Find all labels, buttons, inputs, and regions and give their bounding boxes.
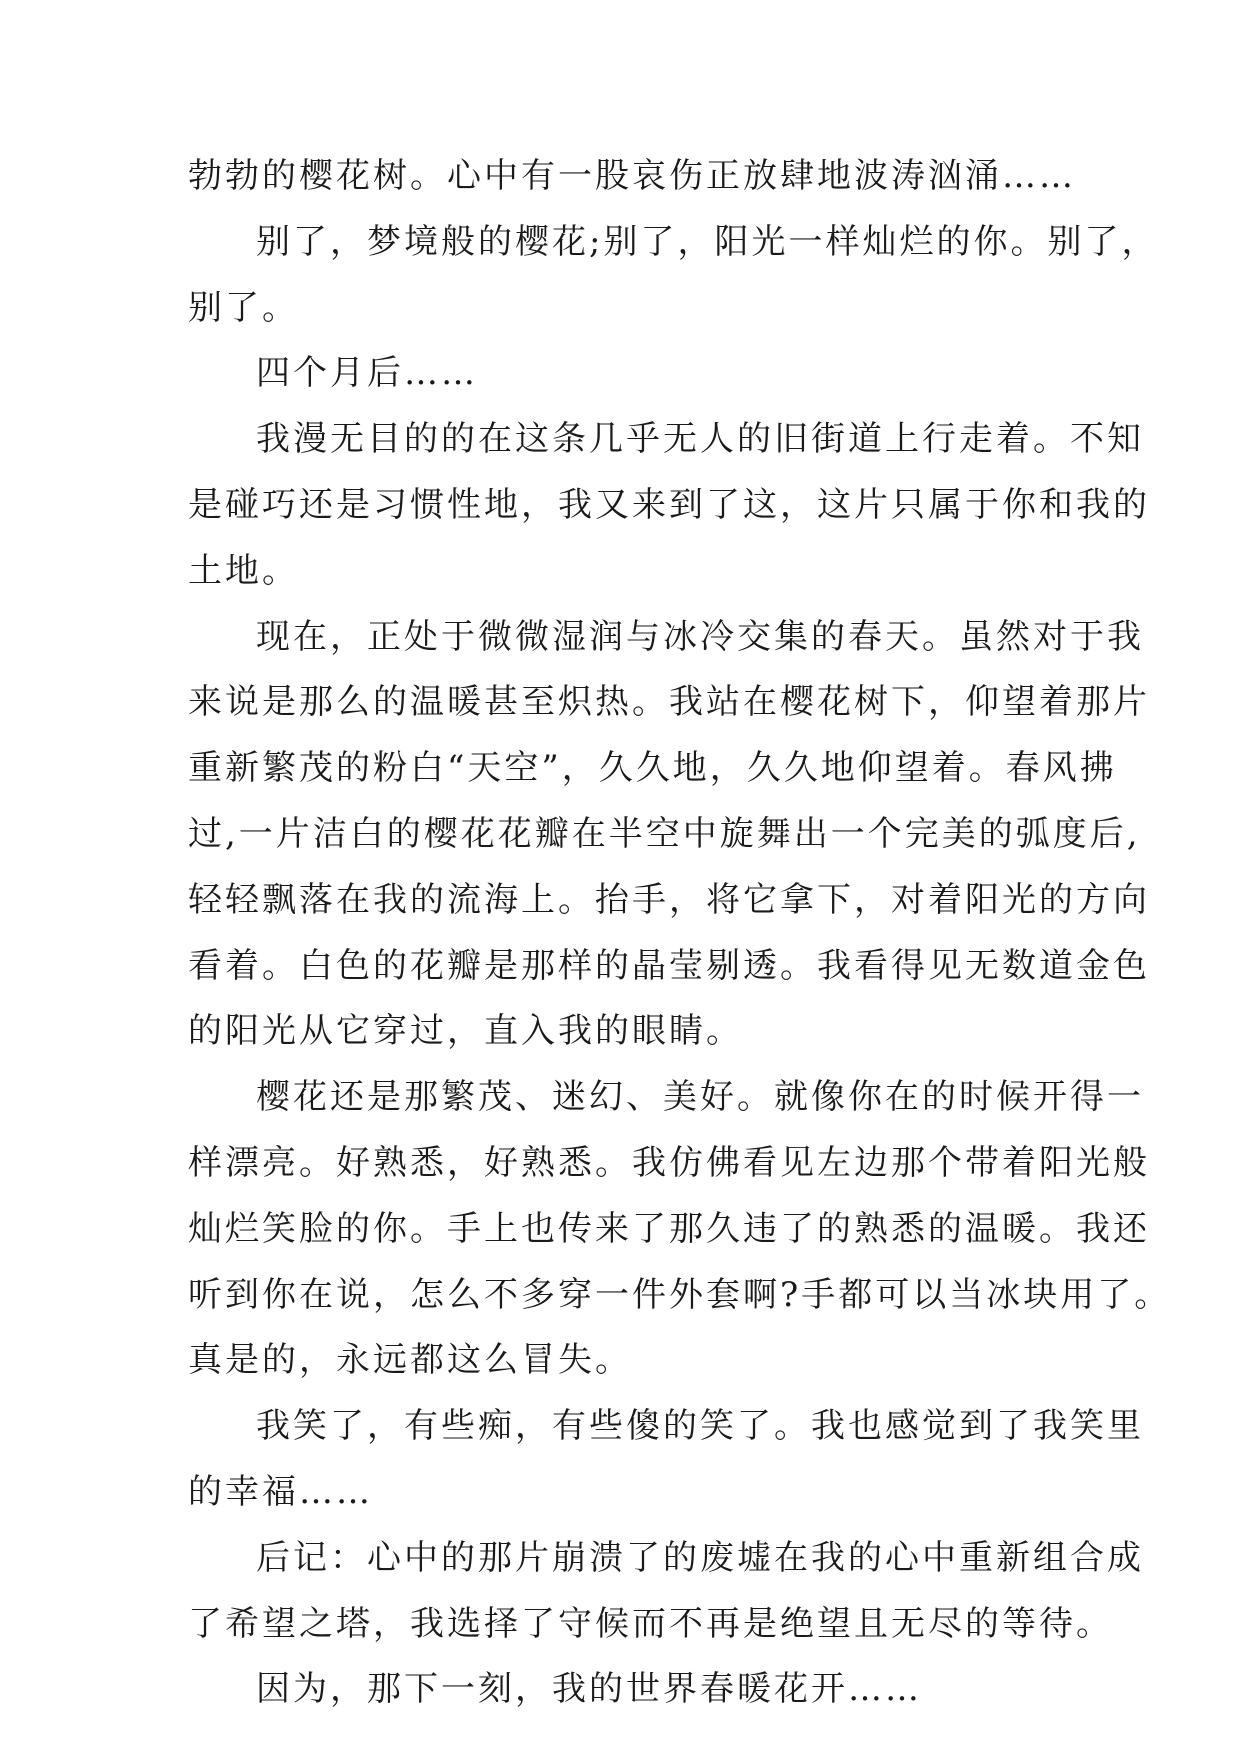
- text-line: 勃勃的樱花树。心中有一股哀伤正放肆地波涛汹涌……: [188, 156, 1076, 196]
- text-line: 我笑了，有些痴，有些傻的笑了。我也感觉到了我笑里: [256, 1406, 1144, 1447]
- text-line: 的阳光从它穿过，直入我的眼睛。: [188, 1011, 743, 1052]
- text-line: 后记：心中的那片崩溃了的废墟在我的心中重新组合成: [256, 1537, 1144, 1578]
- text-line: 因为，那下一刻，我的世界春暖花开……: [256, 1669, 922, 1710]
- text-line: 现在，正处于微微湿润与冰冷交集的春天。虽然对于我: [256, 616, 1144, 657]
- text-line: 重新繁茂的粉白“天空”，久久地，久久地仰望着。春风拂: [188, 748, 1117, 789]
- text-line: 别了。: [188, 287, 299, 328]
- text-line: 来说是那么的温暖甚至炽热。我站在樱花树下，仰望着那片: [188, 682, 1150, 723]
- text-line: 是碰巧还是习惯性地，我又来到了这，这片只属于你和我的: [188, 484, 1150, 525]
- text-line: 四个月后……: [256, 353, 478, 394]
- text-line: 了希望之塔，我选择了守候而不再是绝望且无尽的等待。: [188, 1603, 1113, 1644]
- text-line: 别了，梦境般的樱花;别了，阳光一样灿烂的你。别了，: [256, 221, 1159, 262]
- text-line: 样漂亮。好熟悉，好熟悉。我仿佛看见左边那个带着阳光般: [188, 1142, 1150, 1183]
- text-line: 真是的，永远都这么冒失。: [188, 1340, 632, 1381]
- text-line: 过,一片洁白的樱花花瓣在半空中旋舞出一个完美的弧度后,: [188, 813, 1141, 854]
- text-line: 看着。白色的花瓣是那样的晶莹剔透。我看得见无数道金色: [188, 945, 1150, 986]
- text-line: 土地。: [188, 550, 299, 591]
- text-line: 听到你在说，怎么不多穿一件外套啊?手都可以当冰块用了。: [188, 1274, 1172, 1315]
- text-line: 轻轻飘落在我的流海上。抬手，将它拿下，对着阳光的方向: [188, 879, 1150, 920]
- text-line: 的幸福……: [188, 1471, 373, 1512]
- text-line: 灿烂笑脸的你。手上也传来了那久违了的熟悉的温暖。我还: [188, 1208, 1150, 1249]
- text-line: 樱花还是那繁茂、迷幻、美好。就像你在的时候开得一: [256, 1077, 1144, 1118]
- text-line: 我漫无目的的在这条几乎无人的旧街道上行走着。不知: [256, 419, 1144, 460]
- body-text: [188, 156, 1172, 1735]
